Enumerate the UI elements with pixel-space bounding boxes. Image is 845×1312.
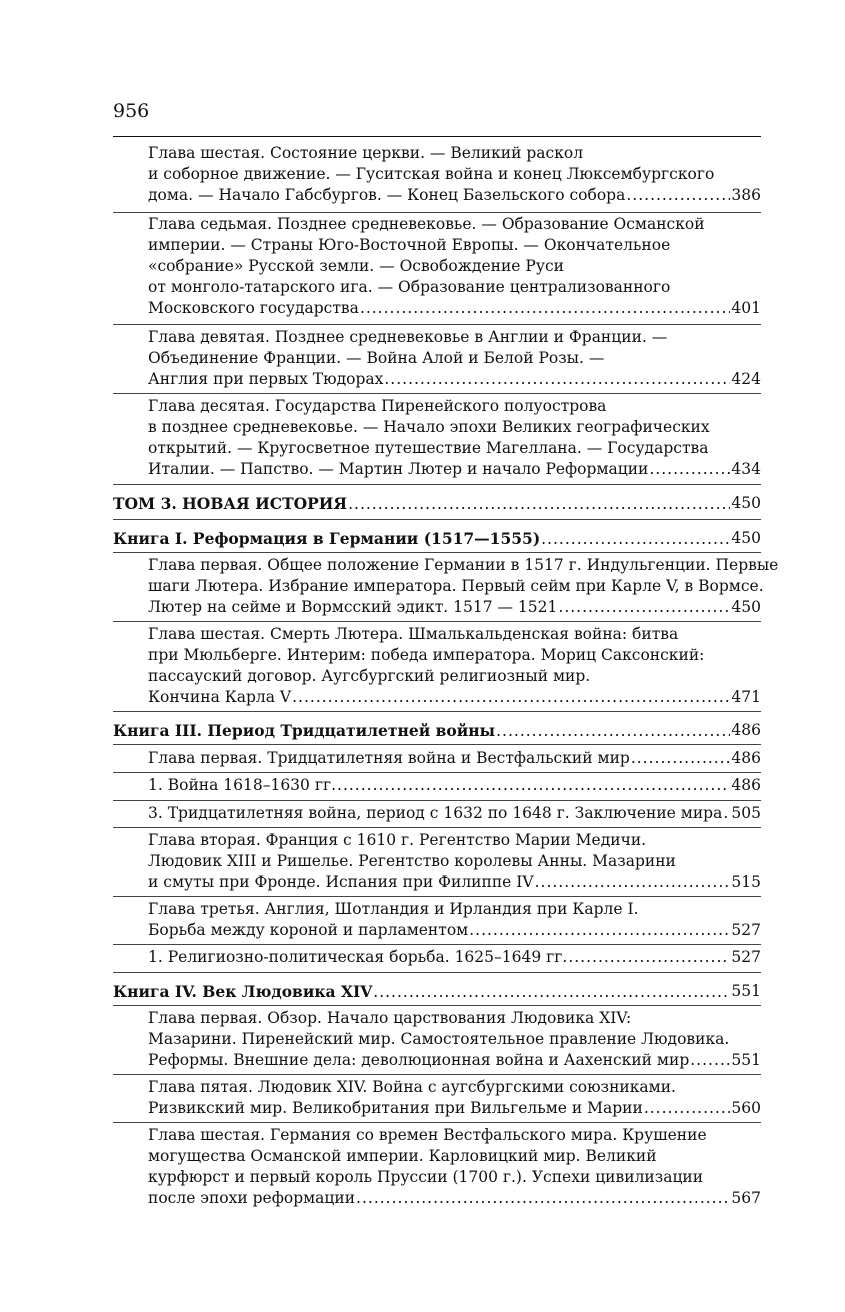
toc-page-number: 515 [731,873,761,891]
toc-entry [148,899,761,941]
toc-entry-line: от монголо-татарского ига. — Образование централизованного [148,278,671,296]
dot-leader [292,687,730,708]
toc-page-number: 486 [731,749,761,767]
toc-page-number: 551 [731,1051,761,1069]
toc-entry-line: 1. Религиозно-политическая борьба. 1625–1649 гг. [148,948,568,966]
toc-page-number: 471 [731,688,761,706]
toc-entry [148,830,761,893]
toc-page-number: 505 [731,804,761,822]
toc-entry-line: Глава первая. Общее положение Германии в 1517 г. Индульгенции. Первые [148,556,779,574]
toc-entry-line: Борьба между короной и парламентом [148,921,469,939]
toc-entry-line: Книга III. Период Тридцатилетней войны [113,721,496,740]
toc-page-number: 450 [731,529,761,547]
dot-leader [558,597,730,618]
dot-leader [626,185,730,206]
toc-entry-line: пассауский договор. Аугсбургский религиозный мир. [148,667,591,685]
toc-entry-line: 1. Война 1618–1630 гг. [148,776,337,794]
toc-entry-line: могущества Османской империи. Карловицкий мир. Великий [148,1147,657,1165]
toc-entry-line: Лютер на сейме и Вормсский эдикт. 1517 — 1521 [148,598,558,616]
dot-leader [723,803,730,824]
toc-entry [148,803,761,824]
entry-separator [113,552,761,553]
dot-leader [373,981,730,1003]
toc-entry [148,1077,761,1119]
toc-entry-line: и смуты при Фронде. Испания при Филиппе IV [148,873,534,891]
toc-entry-line: открытий. — Кругосветное путешествие Магеллана. — Государства [148,439,709,457]
page-number: 956 [113,100,150,122]
toc-page-number: 450 [731,494,761,512]
dot-leader [541,528,730,550]
toc-entry-line: 3. Тридцатилетняя война, период с 1632 по 1648 г. Заключение мира [148,804,723,822]
toc-entry [148,1008,761,1071]
toc-entry-line: Глава девятая. Позднее средневековье в Англии и Франции. — [148,328,668,346]
toc-entry-line: Людовик XIII и Ришелье. Регентство королевы Анны. Мазарини [148,852,676,870]
entry-separator [113,484,761,485]
dot-leader [631,748,731,769]
entry-separator [113,896,761,897]
toc-page-number: 567 [731,1189,761,1207]
toc-entry-line: Глава первая. Обзор. Начало царствования Людовика XIV: [148,1009,632,1027]
entry-separator [113,621,761,622]
toc-entry-line: Глава первая. Тридцатилетняя война и Вестфальский мир [148,749,630,767]
toc-page-number: 486 [731,721,761,739]
toc-page-number: 486 [731,776,761,794]
toc-entry [148,775,761,796]
toc-book-heading [113,528,761,550]
toc-entry-line: империи. — Страны Юго-Восточной Европы. — Окончательное [148,236,671,254]
entry-separator [113,212,761,213]
toc-entry [148,748,761,769]
entry-separator [113,1074,761,1075]
toc-entry-line: Италии. — Папство. — Мартин Лютер и начало Реформации [148,460,649,478]
dot-leader [568,947,730,968]
dot-leader [496,720,730,742]
toc-entry-line: Мазарини. Пиренейский мир. Самостоятельное правление Людовика. [148,1030,730,1048]
entry-separator [113,711,761,712]
toc-entry [148,624,761,708]
toc-page-number: 527 [731,948,761,966]
toc-entry [148,555,779,618]
dot-leader [356,1188,730,1209]
toc-volume-heading [113,493,761,515]
toc-entry-line: курфюрст и первый король Пруссии (1700 г.). Успехи цивилизации [148,1168,704,1186]
dot-leader [535,872,731,893]
toc-page-number: 551 [731,982,761,1000]
dot-leader [690,1050,730,1071]
toc-entry-line: Глава шестая. Германия со времен Вестфальского мира. Крушение [148,1126,707,1144]
toc-entry-line: ТОМ 3. НОВАЯ ИСТОРИЯ [113,494,348,513]
toc-entry-line: Кончина Карла V [148,688,292,706]
toc-entry [148,214,761,319]
toc-entry-line: Глава пятая. Людовик XIV. Война с аугсбургскими союзниками. [148,1078,676,1096]
dot-leader [360,298,731,319]
toc-page-number: 560 [731,1099,761,1117]
dot-leader [348,493,730,515]
toc-book-heading [113,981,761,1003]
toc-entry-line: Книга IV. Век Людовика XIV [113,982,373,1001]
toc-entry-line: Глава третья. Англия, Шотландия и Ирландия при Карле I. [148,900,639,918]
toc-entry [148,396,761,480]
entry-separator [113,800,761,801]
entry-separator [113,744,761,745]
toc-entry-line: Глава шестая. Состояние церкви. — Великий раскол [148,144,584,162]
toc-entry-line: шаги Лютера. Избрание императора. Первый сейм при Карле V, в Вормсе. [148,577,764,595]
toc-entry-line: Ризвикский мир. Великобритания при Вильгельме и Марии [148,1099,643,1117]
toc-entry-line: Глава седьмая. Позднее средневековье. — Образование Османской [148,215,705,233]
entry-separator [113,944,761,945]
toc-page-number: 424 [731,370,761,388]
dot-leader [649,459,730,480]
toc-page-number: 386 [731,186,761,204]
toc-entry-line: Книга I. Реформация в Германии (1517—1555) [113,529,541,548]
toc-entry-line: Реформы. Внешние дела: деволюционная война и Аахенский мир [148,1051,690,1069]
dot-leader [384,369,730,390]
dot-leader [644,1098,731,1119]
toc-entry-line: Объединение Франции. — Война Алой и Белой Розы. — [148,349,605,367]
entry-separator [113,827,761,828]
entry-separator [113,1122,761,1123]
entry-separator [113,519,761,520]
toc-entry-line: Глава шестая. Смерть Лютера. Шмалькальденская война: битва [148,625,679,643]
toc-entry-line: дома. — Начало Габсбургов. — Конец Базельского собора [148,186,626,204]
dot-leader [337,775,730,796]
toc-entry-line: Глава десятая. Государства Пиренейского полуострова [148,397,607,415]
entry-separator [113,1005,761,1006]
entry-separator [113,972,761,973]
toc-page-number: 401 [731,299,761,317]
toc-entry [148,327,761,390]
header-rule [113,136,761,137]
toc-entry [148,947,761,968]
toc-entry [148,1125,761,1209]
entry-separator [113,393,761,394]
toc-entry-line: и соборное движение. — Гуситская война и конец Люксембургского [148,165,715,183]
toc-book-heading [113,720,761,742]
toc-entry-line: после эпохи реформации [148,1189,356,1207]
toc-page-number: 527 [731,921,761,939]
dot-leader [469,920,730,941]
entry-separator [113,772,761,773]
toc-entry-line: в позднее средневековье. — Начало эпохи Великих географических [148,418,710,436]
toc-entry-line: Глава вторая. Франция с 1610 г. Регентство Марии Медичи. [148,831,647,849]
toc-entry-line: Англия при первых Тюдорах [148,370,384,388]
entry-separator [113,324,761,325]
toc-page-number: 450 [731,598,761,616]
toc-page-number: 434 [731,460,761,478]
toc-entry-line: «собрание» Русской земли. — Освобождение Руси [148,257,564,275]
toc-entry [148,143,761,206]
toc-entry-line: при Мюльберге. Интерим: победа императора. Мориц Саксонский: [148,646,705,664]
toc-entry-line: Московского государства [148,299,359,317]
